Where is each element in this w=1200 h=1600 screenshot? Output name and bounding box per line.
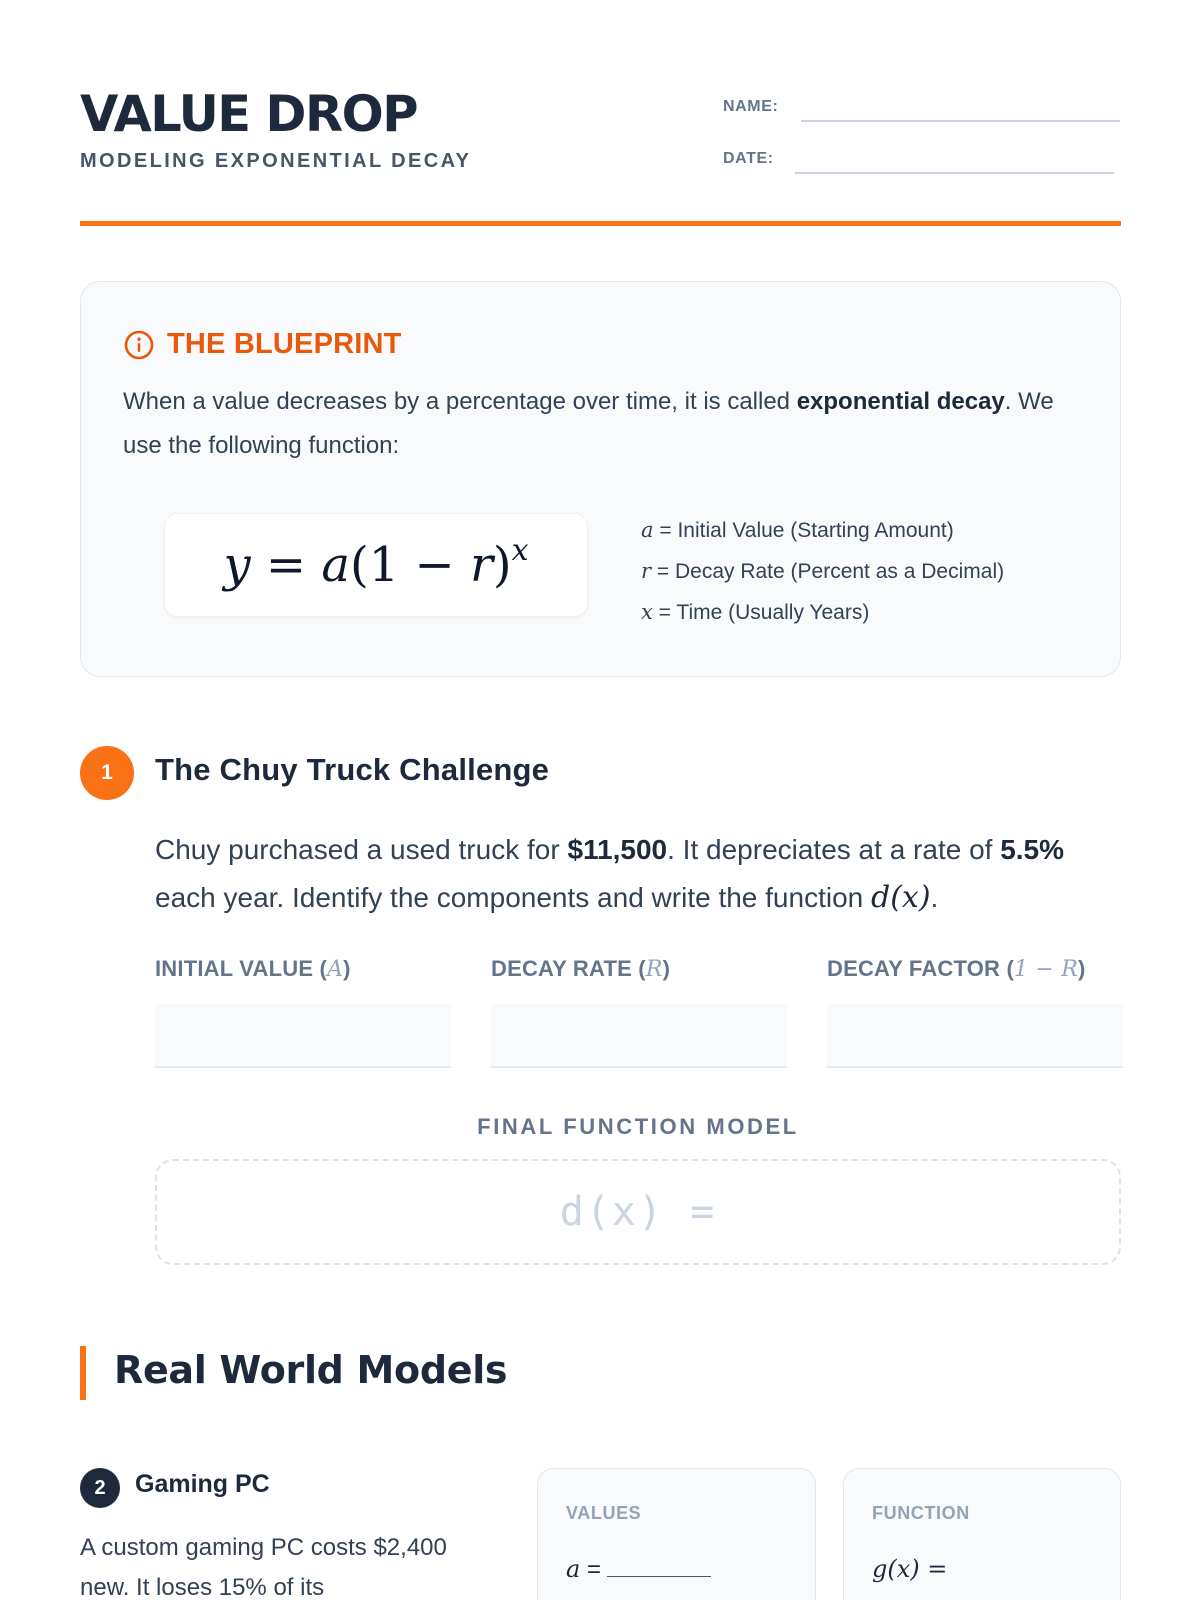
final-function-input[interactable] [155, 1159, 1121, 1265]
date-input-line[interactable] [795, 172, 1114, 174]
card-title: VALUES [566, 1503, 642, 1523]
problem-number-badge: 1 [80, 746, 134, 800]
component-label: DECAY RATE (R) [491, 956, 671, 982]
page-title: VALUE DROP [80, 85, 418, 143]
problem-title: The Chuy Truck Challenge [155, 752, 550, 787]
blueprint-heading [123, 328, 402, 361]
component-label: INITIAL VALUE (A) [155, 956, 351, 982]
name-label: NAME: [723, 98, 779, 115]
values-card [537, 1468, 816, 1600]
blueprint-description: When a value decreases by a percentage over time, it is called exponential decay. We use the following function: [123, 388, 1054, 459]
initial-value-component [155, 956, 451, 1068]
initial-value-input[interactable] [155, 1004, 451, 1068]
value-a-blank[interactable] [607, 1559, 711, 1577]
blueprint-title: THE BLUEPRINT [167, 328, 402, 360]
name-field[interactable] [723, 92, 1120, 122]
section-accent-bar [80, 1346, 86, 1400]
decay-factor-component [827, 956, 1123, 1068]
final-function-label: FINAL FUNCTION MODEL [477, 1114, 799, 1139]
legend-item: x = Time (Usually Years) [641, 600, 870, 624]
decay-rate-input[interactable] [491, 1004, 787, 1068]
problem-statement: Chuy purchased a used truck for $11,500. It depreciates at a rate of 5.5% each year. Identify the components and write the function d(x). [155, 834, 1065, 915]
card-title: FUNCTION [872, 1503, 970, 1523]
section-title: Real World Models [114, 1348, 508, 1392]
final-function-placeholder: d(x) = [559, 1189, 717, 1235]
component-label: DECAY FACTOR (1 − R) [827, 956, 1086, 982]
decay-formula: $y = a(1 - r)^x$ [223, 533, 529, 593]
date-field[interactable] [723, 144, 1120, 174]
page-subtitle: MODELING EXPONENTIAL DECAY [80, 150, 472, 172]
date-label: DATE: [723, 150, 774, 167]
legend-item: a = Initial Value (Starting Amount) [641, 518, 954, 542]
formula-card [164, 513, 588, 617]
problem-title: Gaming PC [135, 1470, 270, 1498]
variable-legend [641, 510, 1101, 633]
name-input-line[interactable] [801, 120, 1120, 122]
legend-item: r = Decay Rate (Percent as a Decimal) [641, 559, 1005, 583]
problem-number-badge: 2 [80, 1468, 120, 1508]
header-divider [80, 221, 1121, 226]
blueprint-box [80, 281, 1121, 677]
value-a-line: a = [566, 1555, 711, 1584]
info-circle-icon [123, 329, 155, 361]
worksheet-header [80, 86, 1120, 226]
problem-statement: A custom gaming PC costs $2,400 new. It loses 15% of its [80, 1534, 447, 1600]
key-term: exponential decay [796, 388, 1005, 415]
function-line[interactable]: g(x) = [872, 1555, 948, 1583]
function-card [843, 1468, 1121, 1600]
decay-factor-input[interactable] [827, 1004, 1123, 1068]
decay-rate-component [491, 956, 787, 1068]
